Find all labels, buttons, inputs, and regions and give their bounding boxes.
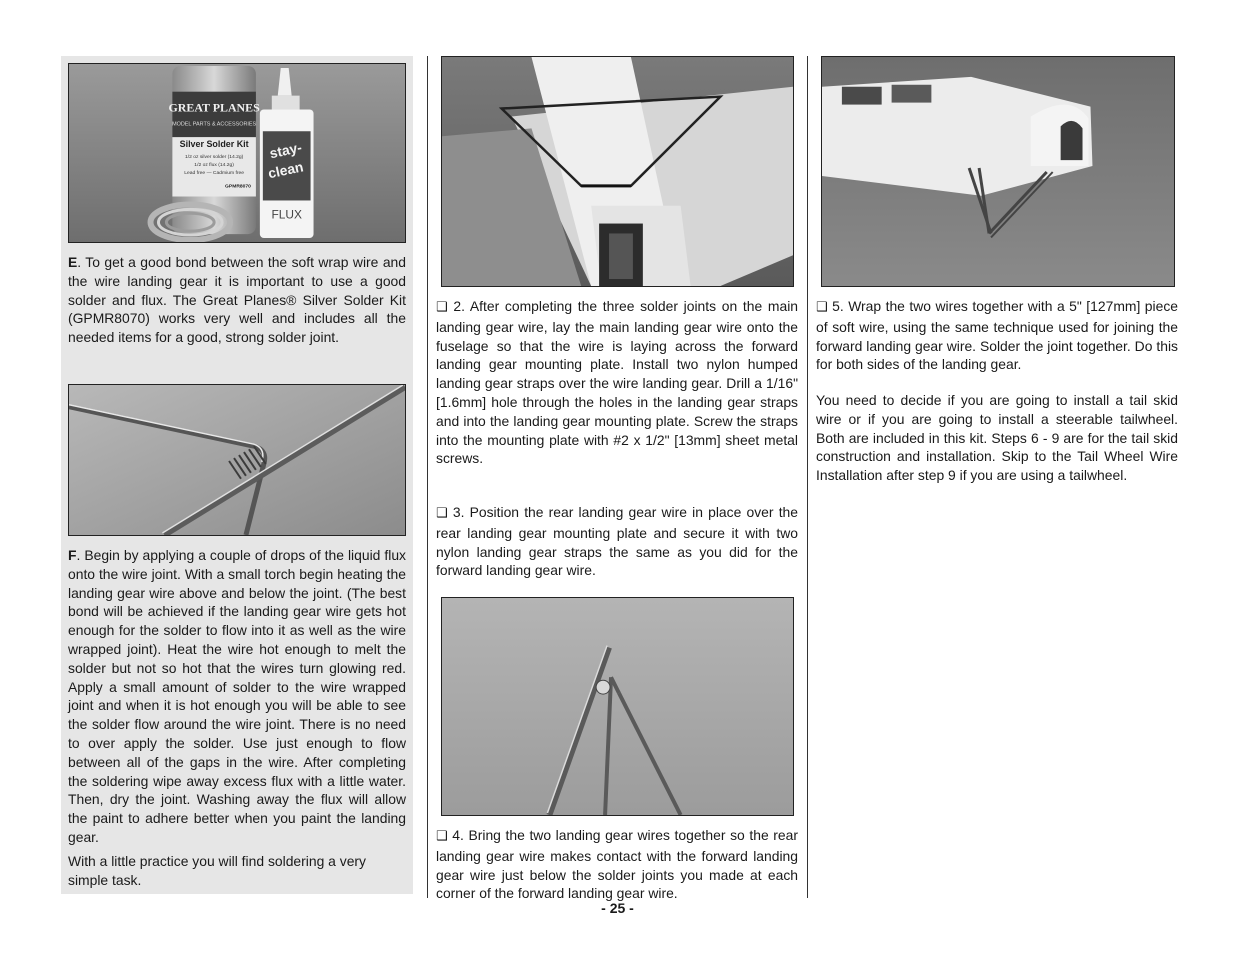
step-3-paragraph xyxy=(436,503,798,580)
checkbox-icon[interactable]: ❑ xyxy=(436,300,448,315)
column-divider xyxy=(807,56,808,898)
step-4-paragraph xyxy=(436,826,798,903)
page-number: - 25 - xyxy=(601,900,634,916)
step-e-paragraph xyxy=(68,253,406,347)
jar-code: GPMR8070 xyxy=(225,184,251,190)
step-2-paragraph xyxy=(436,297,798,468)
step-f-paragraph xyxy=(68,546,406,847)
jar-line1: 1/2 oz silver solder (14.2g) xyxy=(184,154,244,160)
step-f-label: F xyxy=(68,547,77,563)
checkbox-icon[interactable]: ❑ xyxy=(436,506,448,521)
step-f-text: . Begin by applying a couple of drops of the liquid flux onto the wire joint. With a small torch begin heating the landing gear wire above and below the joint. (The best bond will be achieved if the landing gear wire gets hot enough for the solder to flow into it as well as the wire wrapped joint). Heat the wire hot enough to melt the solder but not so hot that the wires turn glowing red. Apply a small amount of solder to the wire wrapped joint and when it is hot enough you will be able to see the solder flow around the wire joint. There is no need to over apply the solder. Use just enough to flow between all of the gaps in the wire. After completing the soldering wipe away excess flux with a little water. Then, dry the joint. Washing away the flux will allow the paint to adhere better when you paint the landing gear. xyxy=(68,547,406,845)
jar-line2: 1/2 oz flux (14.2g) xyxy=(194,162,234,168)
photo-fuselage-side-gear xyxy=(821,56,1175,287)
bottle-flux-label: FLUX xyxy=(271,207,302,222)
photo-wire-wrap xyxy=(68,384,406,536)
bottle-brand-line1: stay- xyxy=(268,138,304,162)
jar-title: Silver Solder Kit xyxy=(179,139,249,150)
photo-gear-wires-joined xyxy=(441,597,794,816)
bottle-brand-line2: clean xyxy=(266,158,305,182)
jar-brand: GREAT PLANES xyxy=(168,100,260,115)
photo-solder-kit xyxy=(68,63,406,243)
step-5-paragraph xyxy=(816,297,1178,374)
checkbox-icon[interactable]: ❑ xyxy=(436,829,448,844)
step-e-text: . To get a good bond between the soft wrap wire and the wire landing gear it is important to use a good solder and flux. The Great Planes® Silver Solder Kit (GPMR8070) works very well and includes all the needed items for a good, strong solder joint. xyxy=(68,254,406,346)
jar-sub: MODEL PARTS & ACCESSORIES xyxy=(172,121,257,128)
checkbox-icon[interactable]: ❑ xyxy=(816,300,828,315)
jar-line3: Lead free — Cadmium free xyxy=(184,170,244,176)
column-divider xyxy=(427,56,428,898)
tailwheel-note-paragraph: You need to decide if you are going to install a tail skid wire or if you are going to install a steerable tailwheel. Both are included in this kit. Steps 6 - 9 are for the tail skid construction and installation. Skip to the Tail Wheel Wire Installation after step 9 if you are using a tailwheel. xyxy=(816,392,1178,484)
step-3-text: 3. Position the rear landing gear wire in place over the rear landing gear mounting plate and secure it with two nylon landing gear straps the same as you did for the forward landing gear wire. xyxy=(436,504,799,579)
closing-paragraph: With a little practice you will find soldering a very simple task. xyxy=(68,853,366,888)
step-2-text: 2. After completing the three solder joints on the main landing gear wire, lay the main landing gear wire onto the fuselage so that the wire is laying across the forward landing gear mounting plate. Install two nylon humped landing gear straps over the wire landing gear. Drill a 1/16" [1.6mm] hole through the holes in the landing gear straps and into the landing gear mounting plate. Screw the straps into the mounting plate with #2 x 1/2" [13mm] sheet metal screws. xyxy=(436,298,798,467)
step-e-label: E xyxy=(68,254,78,270)
photo-fuselage-front-gear xyxy=(441,56,794,287)
step-5-text: 5. Wrap the two wires together with a 5" [127mm] piece of soft wire, using the same technique used for joining the forward landing gear wire. Solder the joint together. Do this for both sides of the landing gear. xyxy=(816,298,1178,373)
step-4-text: 4. Bring the two landing gear wires together so the rear landing gear wire makes contact with the forward landing gear wire just below the solder joints you made at each corner of the forward landing gear wire. xyxy=(436,827,799,902)
